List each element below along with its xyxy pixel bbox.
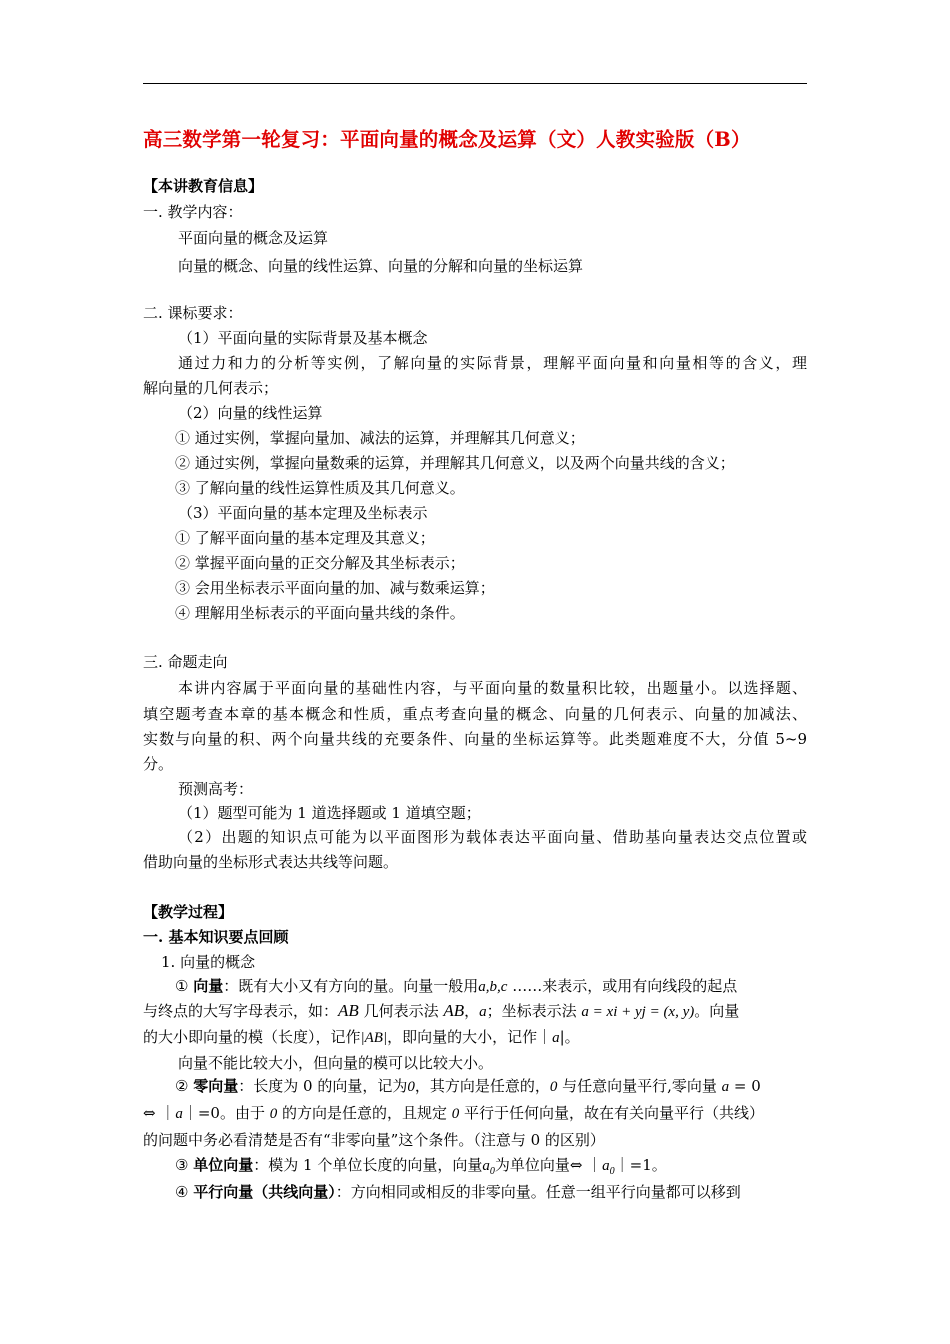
s3-line-4: 分。 [143, 755, 174, 773]
circled-2: ② [175, 1077, 194, 1095]
s2-line-8: （3）平面向量的基本定理及坐标表示 [178, 504, 428, 522]
circled-3: ③ [175, 1156, 194, 1174]
text: 。向量 [694, 1002, 740, 1020]
text: 几何表示法 [358, 1002, 444, 1020]
s3-line-8: 借助向量的坐标形式表达共线等问题。 [143, 853, 399, 871]
text: 的大小即向量的模（长度），记作 [143, 1028, 361, 1046]
text: 与终点的大写字母表示，如： [143, 1002, 339, 1020]
s2-line-1: （1）平面向量的实际背景及基本概念 [178, 329, 428, 347]
term-vector: 向量 [193, 977, 224, 995]
text: ，其方向是任意的， [414, 1077, 550, 1095]
s3-line-5: 预测高考： [178, 780, 254, 798]
term-parallel-vector: 平行向量（共线向量） [193, 1183, 336, 1201]
text: ｜=0。由于 [182, 1104, 270, 1122]
document-title: 高三数学第一轮复习：平面向量的概念及运算（文）人教实验版（B） [143, 128, 751, 151]
math-zero: 0 [407, 1079, 415, 1095]
text: ：方向相同或相反的非零向量。任意一组平行向量都可以移到 [335, 1183, 741, 1201]
para-vector-def-2 [143, 1001, 807, 1022]
text: ，即向量的大小，记作｜ [387, 1028, 553, 1046]
s2-line-3: 解向量的几何表示； [143, 379, 279, 397]
para-unit-vector [175, 1155, 807, 1182]
para-zero-vector-2 [143, 1103, 807, 1124]
text: |。 [559, 1028, 580, 1046]
para-zero-vector-3: 的问题中务必看清楚是否有“非零向量”这个条件。（注意与 0 的区别） [143, 1131, 605, 1149]
para-parallel-vector [175, 1182, 807, 1202]
s2-line-2: 通过力和力的分析等实例，了解向量的实际背景，理解平面向量和向量相等的含义，理 [178, 354, 807, 372]
s1-line-2: 向量的概念、向量的线性运算、向量的分解和向量的坐标运算 [178, 257, 584, 275]
text: ｜=1。 [614, 1156, 667, 1174]
text: 与任意向量平行,零向量 [557, 1077, 722, 1095]
text: ；坐标表示法 [486, 1002, 582, 1020]
s3-line-7: （2）出题的知识点可能为以平面图形为载体表达平面向量、借助基向量表达交点位置或 [178, 828, 807, 846]
circled-4: ④ [175, 1183, 194, 1201]
section-heading-process: 【教学过程】 [143, 903, 234, 921]
text: = 0 [729, 1077, 761, 1095]
math-a: a [602, 1158, 610, 1174]
math-zero: 0 [549, 1079, 558, 1095]
text: 的方向是任意的，且规定 [277, 1104, 452, 1122]
s2-line-9: ① 了解平面向量的基本定理及其意义； [175, 529, 435, 547]
math-a: a [482, 1158, 490, 1174]
math-coordinate: a = xi + yj = (x, y) [581, 1004, 695, 1020]
text: ， [464, 1002, 480, 1020]
s2-line-5: ① 通过实例，掌握向量加、减法的运算，并理解其几何意义； [175, 429, 585, 447]
math-a: a [479, 1004, 487, 1020]
s2-line-12: ④ 理解用坐标表示的平面向量共线的条件。 [175, 604, 465, 622]
math-a: a [552, 1030, 560, 1046]
s3-heading: 三. 命题走向 [143, 653, 228, 671]
text: ：模为 1 个单位长度的向量，向量 [253, 1156, 483, 1174]
math-zero: 0 [451, 1106, 460, 1122]
s3-line-6: （1）题型可能为 1 道选择题或 1 道填空题； [178, 804, 481, 822]
math-abs-AB: |AB| [360, 1030, 388, 1046]
text: ⇔ ｜ [143, 1104, 176, 1122]
text: 为单位向量⇔ ｜ [494, 1156, 603, 1174]
circled-1: ① [175, 977, 194, 995]
text: 平行于任何向量，故在有关向量平行（共线） [459, 1104, 765, 1122]
s3-line-2: 填空题考查本章的基本概念和性质，重点考查向量的概念、向量的几何表示、向量的加减法、 [143, 705, 807, 723]
math-a: a [175, 1106, 183, 1122]
para-zero-vector-1 [175, 1076, 807, 1097]
s1-heading: 一. 教学内容： [143, 203, 243, 221]
s3-line-1: 本讲内容属于平面向量的基础性内容，与平面向量的数量积比较，出题量小。以选择题、 [178, 679, 807, 697]
math-a: a [721, 1079, 730, 1095]
s2-line-11: ③ 会用坐标表示平面向量的加、减与数乘运算； [175, 579, 495, 597]
math-zero: 0 [269, 1106, 278, 1122]
math-AB-vector: AB [443, 1001, 465, 1020]
subheading-basics: 一. 基本知识要点回顾 [143, 928, 289, 946]
s2-line-10: ② 掌握平面向量的正交分解及其坐标表示； [175, 554, 465, 572]
item-vector-concept: 1. 向量的概念 [161, 953, 256, 971]
s2-heading: 二. 课标要求： [143, 304, 243, 322]
header-rule [143, 83, 807, 84]
math-AB: AB [338, 1001, 359, 1020]
text: ：长度为 0 的向量，记为 [238, 1077, 408, 1095]
s2-line-7: ③ 了解向量的线性运算性质及其几何意义。 [175, 479, 465, 497]
s1-line-1: 平面向量的概念及运算 [178, 229, 329, 247]
s2-line-4: （2）向量的线性运算 [178, 404, 323, 422]
para-compare: 向量不能比较大小，但向量的模可以比较大小。 [178, 1054, 494, 1072]
term-zero-vector: 零向量 [193, 1077, 239, 1095]
section-heading-info: 【本讲教育信息】 [143, 177, 264, 195]
para-vector-def-3 [143, 1027, 807, 1048]
term-unit-vector: 单位向量 [193, 1156, 254, 1174]
math-abc: a,b,c [478, 979, 508, 995]
text: ……来表示，或用有向线段的起点 [507, 977, 738, 995]
math-subscript: 0 [609, 1166, 615, 1177]
text: ：既有大小又有方向的量。向量一般用 [223, 977, 479, 995]
s3-line-3: 实数与向量的积、两个向量共线的充要条件、向量的坐标运算等。此类题难度不大，分值 5~9 [143, 730, 807, 748]
math-subscript: 0 [489, 1166, 495, 1177]
s2-line-6: ② 通过实例，掌握向量数乘的运算，并理解其几何意义，以及两个向量共线的含义； [175, 454, 735, 472]
para-vector-def-1 [175, 976, 807, 997]
